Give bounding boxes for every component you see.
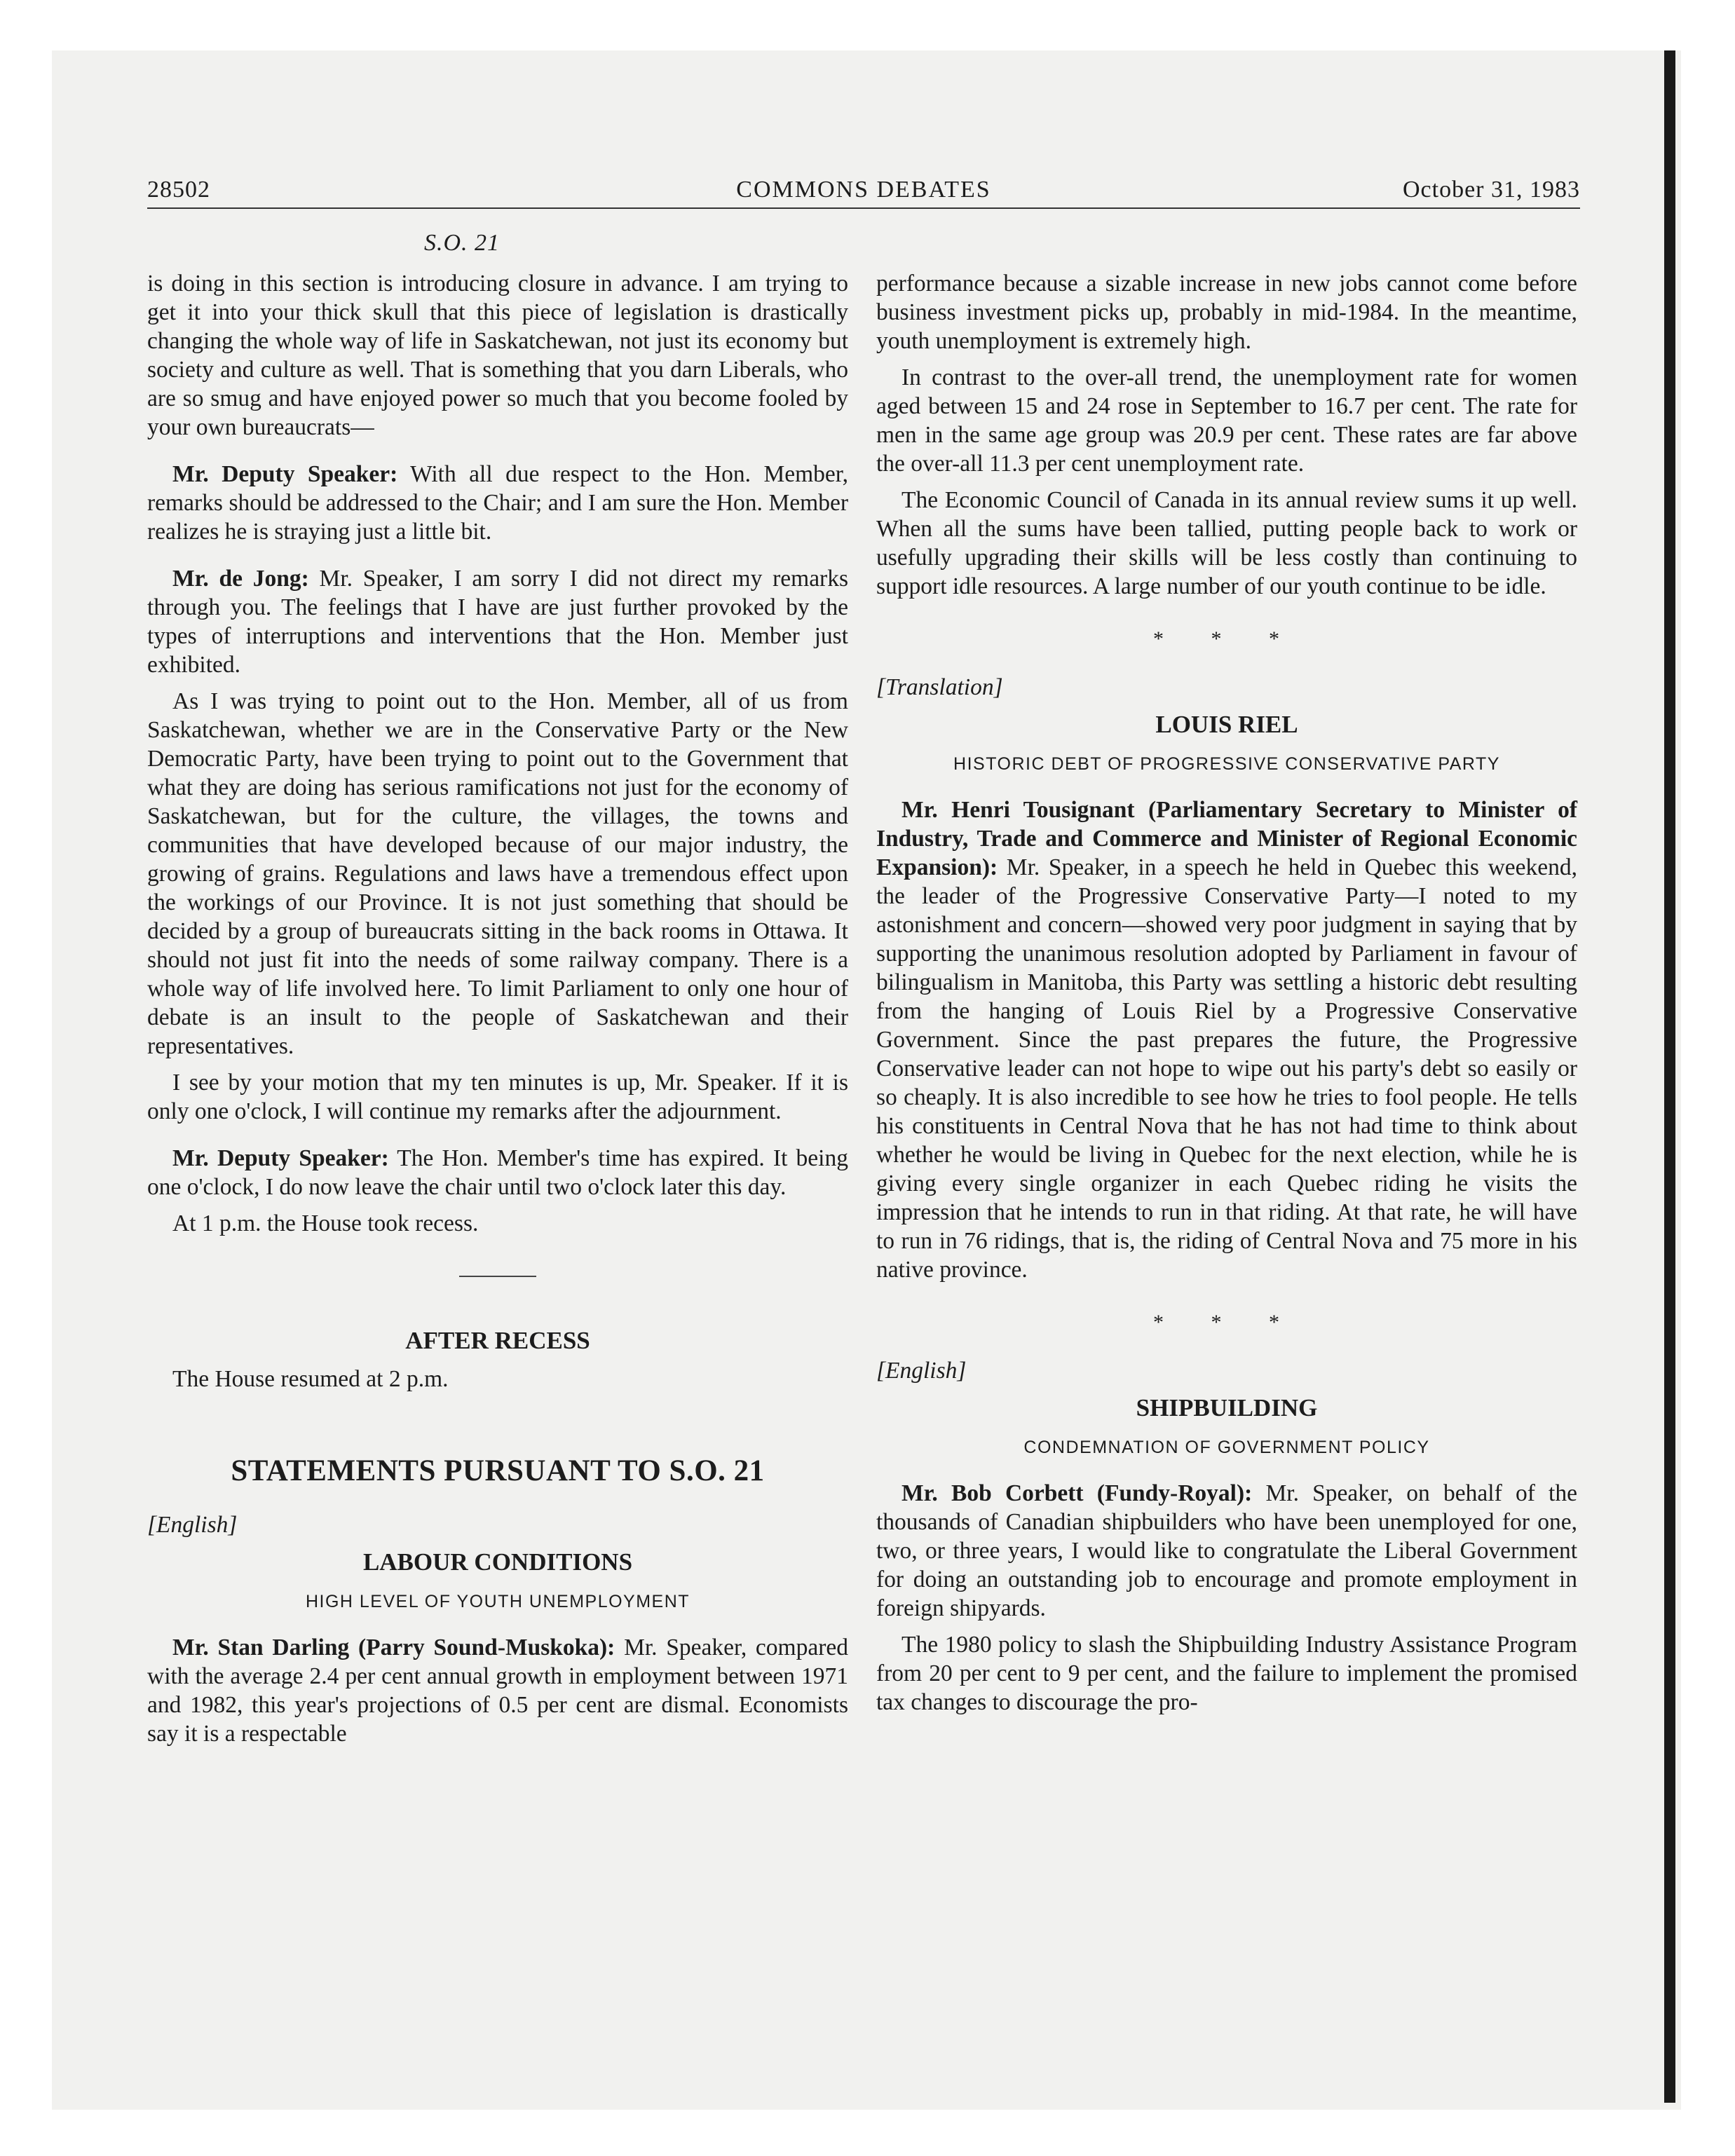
speech-text: Mr. Speaker, on behalf of the thousands of Canadian shipbuilders who have been unemployed for one, two, or three years, I would like to congratulate the Liberal Government for doing an outstanding job to encourage and promote employment in foreign shipyards. <box>876 1480 1577 1621</box>
section-heading: LABOUR CONDITIONS <box>362 1548 633 1576</box>
paragraph: As I was trying to point out to the Hon. Member, all of us from Saskatchewan, whether we are in the Conservative Party or the New Democratic Party, have been trying to point out to the Government that what they are doing has serious ramifications not just for the economy of Saskatchewan, but for the culture, the villages, the towns and communities that have developed because of our major industry, the growing of grains. Regulations and laws have a tremendous effect upon the workings of our Province. It is not just something that should be decided by a group of bureaucrats sitting in the back rooms in Ottawa. It should not just fit into the needs of some railway company. There is a whole way of life involved here. To limit Parliament to only one hour of debate is an insult to the people of Saskatchewan and their representatives. <box>147 688 848 1059</box>
speaker-name: Mr. Stan Darling (Parry Sound-Muskoka): <box>172 1635 615 1660</box>
paragraph: I see by your motion that my ten minutes is up, Mr. Speaker. If it is only one o'clock, I will continue my remarks after the adjournment. <box>147 1070 848 1124</box>
header-rule <box>147 207 1580 209</box>
paragraph: The House resumed at 2 p.m. <box>172 1366 449 1392</box>
speech-text: Mr. Speaker, I am sorry I did not direct my remarks through you. The feelings that I have are just further provoked by the types of interruptions and interventions that the Hon. Member just exhibited. <box>147 566 849 678</box>
left-column <box>147 269 848 1756</box>
paragraph: is doing in this section is introducing closure in advance. I am trying to get it into your thick skull that this piece of legislation is drastically changing the whole way of life in Saskatchewan, not just its economy but society and culture as well. That is something that you darn Liberals, who are so smug and have enjoyed power so much that you become fooled by your own bureaucrats— <box>147 271 848 440</box>
section-heading: SHIPBUILDING <box>1136 1394 1318 1421</box>
section-separator: * * * <box>1153 1311 1300 1334</box>
speaker-name: Mr. Deputy Speaker: <box>172 1145 389 1171</box>
section-heading: AFTER RECESS <box>405 1327 590 1354</box>
language-marker: [English] <box>147 1512 238 1538</box>
section-subheading: HIGH LEVEL OF YOUTH UNEMPLOYMENT <box>305 1592 690 1611</box>
speaker-name: Mr. Bob Corbett (Fundy-Royal): <box>901 1480 1253 1506</box>
speaker-name: Mr. Henri Tousignant (Parliamentary Secretary to Minister of Industry, Trade and Commerce and Minister of Regional Economic Expansion): <box>876 797 1577 880</box>
speech-text: Mr. Speaker, in a speech he held in Quebec this weekend, the leader of the Progressive Conservative Party—I noted to my astonishment and concern—showed very poor judgment in saying that by supporting the unanimous resolution adopted by Parliament in favour of bilingualism in Manitoba, this Party was settling a historic debt resulting from the hanging of Louis Riel by a Progressive Conservative Government. Since the past prepares the future, the Progressive Conservative leader can not hope to wipe out his party's debt so easily or so cheaply. It is also incredible to see how he tries to fool people. He tells his constituents in Central Nova that he has not had time to think about whether he would be living in Quebec for the next election, while he is giving every single organizer in each Quebec riding he visits the impression that he intends to run in that riding. At that rate, he will have to run in 76 ridings, that is, the riding of Central Nova and 75 more in his native province. <box>876 854 1577 1283</box>
paragraph: At 1 p.m. the House took recess. <box>172 1210 479 1236</box>
language-marker: [Translation] <box>876 674 1003 700</box>
speaker-name: Mr. Deputy Speaker: <box>172 461 398 487</box>
paragraph <box>147 1633 848 1748</box>
language-marker: [English] <box>876 1358 967 1384</box>
speech-text: With all due respect to the Hon. Member, remarks should be addressed to the Chair; and I am sure the Hon. Member realizes he is straying just a little bit. <box>147 461 848 545</box>
paragraph: The 1980 policy to slash the Shipbuilding Industry Assistance Program from 20 per cent to 9 per cent, and the failure to implement the promised tax changes to discourage the pro- <box>876 1632 1577 1715</box>
paragraph: The Economic Council of Canada in its annual review sums it up well. When all the sums have been tallied, putting people back to work or usefully upgrading their skills will be less costly than continuing to support idle resources. A large number of our youth continue to be idle. <box>876 487 1577 599</box>
speaker-name: Mr. de Jong: <box>172 566 309 592</box>
paragraph: In contrast to the over-all trend, the unemployment rate for women aged between 15 and 24 rose in September to 16.7 per cent. The rate for men in the same age group was 20.9 per cent. These rates are far above the over-all 11.3 per cent unemployment rate. <box>876 364 1577 477</box>
scan-edge-bar <box>1664 50 1675 2103</box>
paragraph <box>876 1479 1577 1623</box>
section-marker: S.O. 21 <box>424 230 501 256</box>
page-header <box>147 177 1580 212</box>
section-separator: * * * <box>1153 627 1300 650</box>
paragraph <box>147 564 848 679</box>
page-date: October 31, 1983 <box>1402 177 1580 203</box>
page-number: 28502 <box>147 177 210 203</box>
divider <box>459 1276 536 1277</box>
speech-text: The Hon. Member's time has expired. It being one o'clock, I do now leave the chair until two o'clock later this day. <box>147 1145 848 1200</box>
section-subheading: CONDEMNATION OF GOVERNMENT POLICY <box>1023 1438 1430 1457</box>
speech-text: Mr. Speaker, compared with the average 2.4 per cent annual growth in employment between 1971 and 1982, this year's projections of 0.5 per cent are dismal. Economists say it is a respectable <box>147 1635 848 1747</box>
publication-title: COMMONS DEBATES <box>736 177 991 203</box>
paragraph: performance because a sizable increase in new jobs cannot come before business investment picks up, probably in mid-1984. In the meantime, youth unemployment is extremely high. <box>876 271 1577 354</box>
paragraph <box>876 796 1577 1284</box>
right-column <box>876 269 1577 1724</box>
section-heading: LOUIS RIEL <box>1155 711 1298 738</box>
paragraph <box>147 1144 848 1201</box>
major-heading: STATEMENTS PURSUANT TO S.O. 21 <box>231 1454 765 1487</box>
paragraph <box>147 460 848 546</box>
section-subheading: HISTORIC DEBT OF PROGRESSIVE CONSERVATIVE PARTY <box>953 754 1500 774</box>
